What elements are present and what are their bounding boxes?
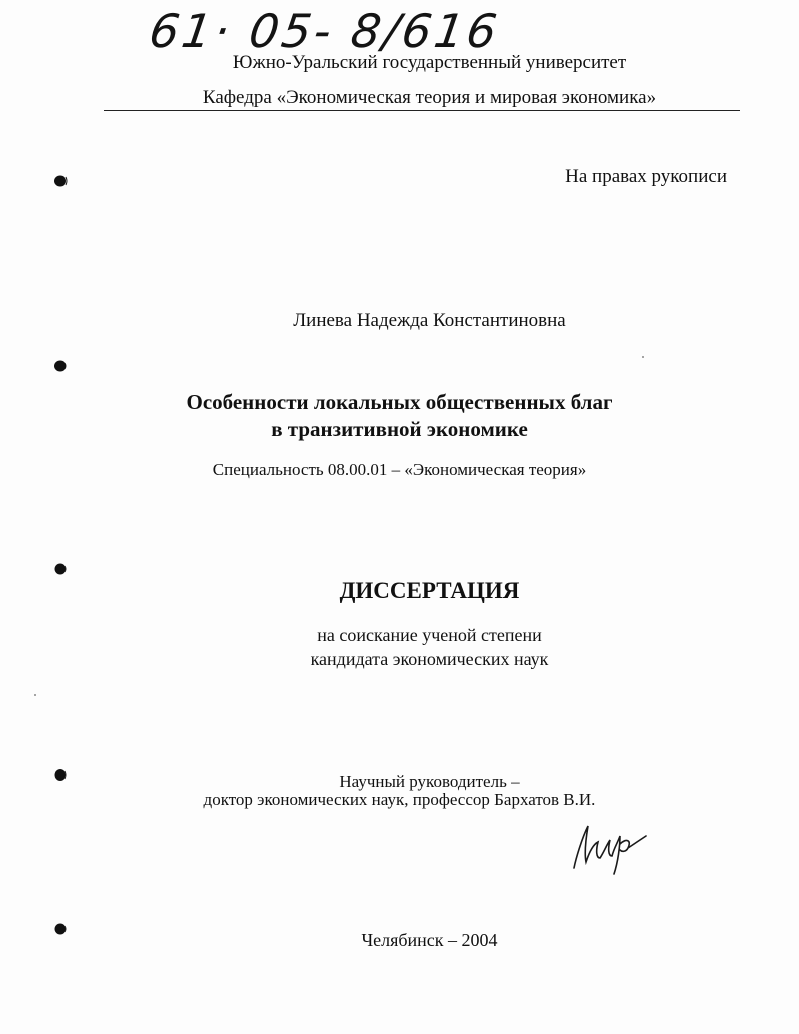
- city-year: Челябинск – 2004: [361, 930, 498, 950]
- advisor-line-1: Научный руководитель –: [339, 772, 520, 791]
- advisor-signature-icon: [566, 818, 652, 876]
- author-name: Линева Надежда Константиновна: [293, 310, 566, 331]
- binding-hole-icon: [52, 768, 68, 782]
- degree-line-2: кандидата экономических наук: [310, 649, 549, 669]
- binding-hole-icon: [52, 562, 68, 576]
- header-rule: [104, 110, 740, 111]
- thesis-title-line-1: Особенности локальных общественных благ: [186, 390, 613, 414]
- thesis-title-line-2: в транзитивной экономике: [271, 417, 528, 441]
- scan-speck: [642, 356, 644, 358]
- department-name: Кафедра «Экономическая теория и мировая экономика»: [202, 87, 657, 108]
- archive-number-handwritten: 61· 05- 8/616: [146, 4, 503, 58]
- specialty-line: Специальность 08.00.01 – «Экономическая теория»: [212, 460, 587, 479]
- rights-note: На правах рукописи: [565, 166, 727, 187]
- university-name: Южно-Уральский государственный университет: [232, 52, 627, 73]
- degree-line-1: на соискание ученой степени: [317, 625, 542, 645]
- binding-hole-icon: [52, 922, 68, 936]
- binding-hole-icon: [52, 359, 68, 373]
- scan-speck: [34, 694, 36, 696]
- binding-hole-icon: [52, 174, 68, 188]
- work-type-heading: ДИССЕРТАЦИЯ: [339, 578, 520, 603]
- advisor-line-2: доктор экономических наук, профессор Бархатов В.И.: [203, 790, 596, 809]
